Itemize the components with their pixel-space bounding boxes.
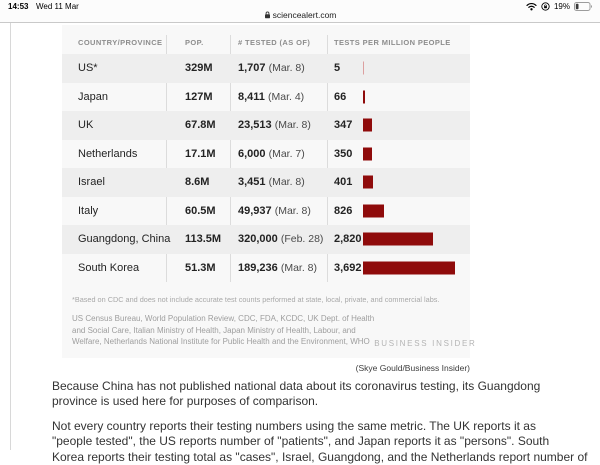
cell-country: UK [78, 119, 93, 131]
cell-tested-count: 3,451 [238, 176, 266, 188]
cell-tested-date: (Mar. 8) [281, 262, 317, 274]
cell-country: Israel [78, 176, 105, 188]
tests-bar [363, 62, 364, 75]
tests-bar [363, 176, 373, 189]
paragraph-line: "people tested", the US reports number of "patients", and Japan reports it as "persons". South [52, 434, 600, 450]
header-pop: POP. [185, 38, 204, 47]
cell-tests-per-million: 2,820 [334, 233, 362, 245]
cell-country: South Korea [78, 262, 139, 274]
cell-tested [238, 205, 311, 217]
image-credit-caption: (Skye Gould/Business Insider) [62, 363, 470, 373]
battery-percent: 19% [554, 2, 570, 11]
cell-pop: 51.3M [185, 262, 216, 274]
cell-tested-count: 189,236 [238, 262, 278, 274]
cell-tests-per-million: 401 [334, 176, 352, 188]
table-row [62, 54, 470, 83]
table-row [62, 254, 470, 283]
header-country: COUNTRY/PROVINCE [78, 38, 162, 47]
cell-pop: 8.6M [185, 176, 209, 188]
table-footnote: *Based on CDC and does not include accurate test counts performed at state, local, private, and commercial labs. [72, 295, 470, 304]
paragraph-line: Because China has not published national data about its coronavirus testing, its Guangdong [52, 379, 600, 395]
cell-tested-count: 23,513 [238, 119, 272, 131]
testing-table-figure [62, 25, 470, 358]
tests-bar [363, 261, 455, 274]
source-line: US Census Bureau, World Population Review, CDC, FDA, KCDC, UK Dept. of Health [72, 313, 374, 325]
header-tested: # TESTED (AS OF) [238, 38, 310, 47]
table-rows [62, 54, 470, 282]
battery-icon [574, 2, 593, 11]
cell-tested [238, 119, 311, 131]
business-insider-logo: BUSINESS INSIDER [374, 339, 476, 348]
table-row [62, 140, 470, 169]
cell-country: Japan [78, 91, 108, 103]
cell-tested [238, 233, 323, 245]
cell-tests-per-million: 3,692 [334, 262, 362, 274]
cell-tested-count: 8,411 [238, 91, 265, 103]
orientation-lock-icon [541, 2, 550, 11]
tests-bar [363, 90, 365, 103]
cell-pop: 17.1M [185, 148, 216, 160]
testing-table [62, 25, 470, 282]
cell-tested [238, 62, 305, 74]
cell-pop: 113.5M [185, 233, 221, 245]
cell-pop: 127M [185, 91, 213, 103]
cell-tests-per-million: 5 [334, 62, 340, 74]
cell-tests-per-million: 826 [334, 205, 352, 217]
cell-tested-date: (Mar. 8) [275, 119, 311, 131]
url-text: sciencealert.com [273, 10, 337, 20]
cell-tested-count: 6,000 [238, 148, 266, 160]
cell-pop: 67.8M [185, 119, 216, 131]
table-row [62, 225, 470, 254]
paragraph-line: Not every country reports their testing numbers using the same metric. The UK reports it as [52, 419, 600, 435]
table-row [62, 83, 470, 112]
cell-country: Guangdong, China [78, 233, 170, 245]
cell-tests-per-million: 66 [334, 91, 346, 103]
paragraph-line: Korea reports their testing total as "cases", Israel, Guangdong, and the Netherlands report number of [52, 450, 600, 465]
web-page [0, 23, 600, 450]
wifi-icon [526, 2, 537, 11]
cell-pop: 329M [185, 62, 213, 74]
table-header [62, 37, 470, 54]
cell-tested-date: (Mar. 7) [269, 148, 305, 160]
tests-bar [363, 233, 433, 246]
cell-tested-count: 320,000 [238, 233, 278, 245]
cell-tested-date: (Feb. 28) [281, 233, 324, 245]
browser-chrome [0, 0, 600, 23]
tests-bar [363, 147, 372, 160]
tests-bar [363, 204, 384, 217]
cell-tested-date: (Mar. 8) [269, 176, 305, 188]
article [52, 379, 600, 465]
header-tests-per-million: TESTS PER MILLION PEOPLE [334, 38, 451, 47]
address-bar[interactable] [0, 10, 600, 20]
status-date: Wed 11 Mar [36, 2, 79, 11]
cell-country: Netherlands [78, 148, 137, 160]
cell-tested [238, 91, 304, 103]
cell-country: Italy [78, 205, 98, 217]
cell-tested-date: (Mar. 4) [268, 91, 304, 103]
source-line: Welfare, Netherlands National Institute for Public Health and the Environment, WHO [72, 336, 374, 348]
cell-tested [238, 176, 305, 188]
table-row [62, 168, 470, 197]
table-row [62, 197, 470, 226]
status-icons [526, 1, 593, 12]
cell-tested [238, 262, 317, 274]
cell-tests-per-million: 350 [334, 148, 352, 160]
source-row [72, 313, 458, 348]
cell-pop: 60.5M [185, 205, 216, 217]
cell-tested-count: 49,937 [238, 205, 272, 217]
padlock-icon [264, 11, 271, 19]
paragraph [52, 419, 600, 465]
tests-bar [363, 119, 372, 132]
content-edge-divider [10, 23, 11, 450]
cell-tests-per-million: 347 [334, 119, 352, 131]
cell-tested-date: (Mar. 8) [275, 205, 311, 217]
status-time: 14:53 [8, 2, 28, 11]
cell-tested [238, 148, 305, 160]
source-credits [72, 313, 374, 348]
cell-country: US* [78, 62, 98, 74]
paragraph [52, 379, 600, 410]
source-line: and Social Care, Italian Ministry of Health, Japan Ministry of Health, Labour, and [72, 325, 374, 337]
cell-tested-count: 1,707 [238, 62, 266, 74]
table-row [62, 111, 470, 140]
cell-tested-date: (Mar. 8) [269, 62, 305, 74]
paragraph-line: province is used here for purposes of comparison. [52, 394, 600, 410]
